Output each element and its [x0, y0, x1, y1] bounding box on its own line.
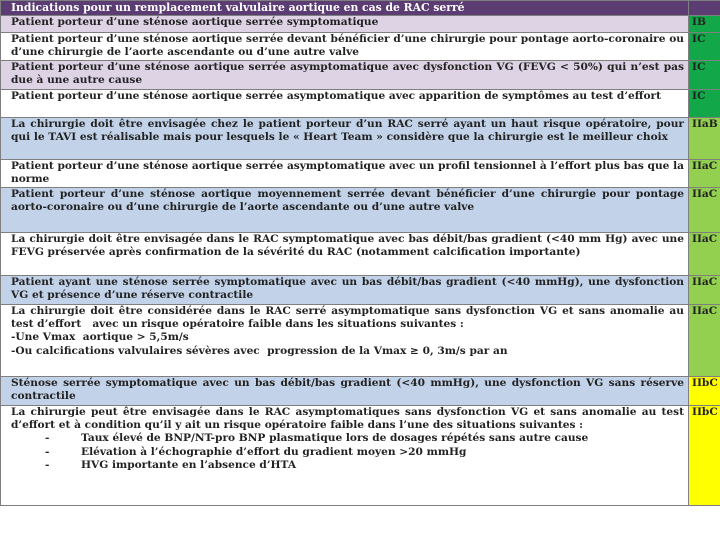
- list-item: - Elévation à l’échographie d’effort du gradient moyen >20 mmHg: [37, 446, 684, 459]
- indication-text: Patient porteur d’une sténose aortique serrée asymptomatique avec un profil tensionnel à l’effort plus bas que la norme: [1, 160, 689, 188]
- recommendation-class: IC: [689, 90, 720, 118]
- recommendation-class: IIaC: [689, 233, 720, 276]
- recommendation-class: IC: [689, 33, 720, 61]
- table-title: Indications pour un remplacement valvulaire aortique en cas de RAC serré: [1, 1, 689, 16]
- table-header-row: [1, 1, 720, 16]
- table-row: [1, 377, 720, 406]
- table-header-class-cell: [689, 1, 720, 16]
- indication-text: Patient porteur d’une sténose aortique serrée symptomatique: [1, 16, 689, 33]
- indication-text: La chirurgie doit être envisagée dans le RAC symptomatique avec bas débit/bas gradient (<40 mm Hg) avec une FEVG préservée après confirmation de la sévérité du RAC (notamment calcification importante): [1, 233, 689, 276]
- recommendation-class: IIaC: [689, 188, 720, 233]
- indication-text-body: La chirurgie doit être considérée dans le RAC serré asymptomatique sans dysfonction VG et sans anomalie au test d’effort avec un risque opératoire faible dans les situations suivantes : -Une Vmax aortique > 5,5m/s -Ou calcifications valvulaires sévères avec progression de la Vmax ≥ 0, 3m/s par an: [11, 305, 684, 357]
- indication-text: Patient ayant une sténose serrée symptomatique avec un bas débit/bas gradient (<40 mmHg), une dysfonction VG et présence d’une réserve contractile: [1, 276, 689, 305]
- recommendation-class: IIaC: [689, 160, 720, 188]
- recommendation-class: IIbC: [689, 406, 720, 506]
- table-row: [1, 90, 720, 118]
- indication-text: [1, 406, 689, 506]
- indication-text: Patient porteur d’une sténose aortique moyennement serrée devant bénéficier d’une chirurgie pour pontage aorto-coronaire ou d’une chirurgie de l’aorte ascendante ou d’une autre valve: [1, 188, 689, 233]
- recommendation-class: IB: [689, 16, 720, 33]
- indication-text: Patient porteur d’une sténose aortique serrée asymptomatique avec dysfonction VG (FEVG < 50%) qui n’est pas due à une autre cause: [1, 61, 689, 90]
- table-row: [1, 276, 720, 305]
- table-row: [1, 160, 720, 188]
- table-row: [1, 305, 720, 377]
- table-row: [1, 33, 720, 61]
- indication-text: [1, 305, 689, 377]
- recommendation-class: IIbC: [689, 377, 720, 406]
- table-row: [1, 233, 720, 276]
- table-row: [1, 61, 720, 90]
- list-item: - Taux élevé de BNP/NT-pro BNP plasmatique lors de dosages répétés sans autre cause: [37, 432, 684, 445]
- recommendation-class: IIaB: [689, 118, 720, 160]
- indication-text: La chirurgie doit être envisagée chez le patient porteur d’un RAC serré ayant un haut risque opératoire, pour qui le TAVI est réalisable mais pour lesquels le « Heart Team » considère que la chirurgie est le meilleur choix: [1, 118, 689, 160]
- table-row: [1, 188, 720, 233]
- indication-intro: La chirurgie peut être envisagée dans le RAC asymptomatiques sans dysfonction VG et sans anomalie au test d’effort et à condition qu’il y ait un risque opératoire faible dans l’une des situations suivantes :: [11, 406, 684, 432]
- recommendation-class: IC: [689, 61, 720, 90]
- table-row: [1, 118, 720, 160]
- table-row: [1, 406, 720, 506]
- recommendation-class: IIaC: [689, 276, 720, 305]
- table-row: [1, 16, 720, 33]
- list-item: - HVG importante en l’absence d’HTA: [37, 459, 684, 472]
- recommendation-class: IIaC: [689, 305, 720, 377]
- indication-text: Patient porteur d’une sténose aortique serrée asymptomatique avec apparition de symptômes au test d’effort: [1, 90, 689, 118]
- indication-text: Patient porteur d’une sténose aortique serrée devant bénéficier d’une chirurgie pour pontage aorto-coronaire ou d’une chirurgie de l’aorte ascendante ou d’une autre valve: [1, 33, 689, 61]
- indication-text: Sténose serrée symptomatique avec un bas débit/bas gradient (<40 mmHg), une dysfonction VG sans réserve contractile: [1, 377, 689, 406]
- situation-list: [11, 432, 684, 472]
